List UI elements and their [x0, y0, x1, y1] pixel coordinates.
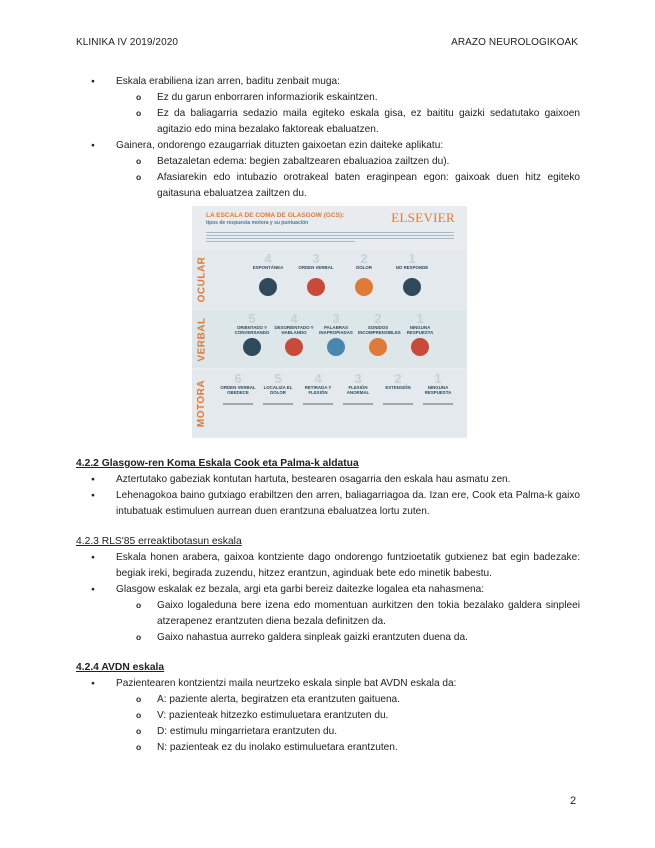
elsevier-logo: ELSEVIER — [391, 210, 455, 225]
section-title-4-2-4: 4.2.4 AVDN eskala — [76, 662, 165, 673]
figure-title: LA ESCALA DE COMA DE GLASGOW (GCS): — [206, 212, 345, 219]
motora-cell-1: 1 NINGUNA RESPUESTA — [418, 372, 458, 405]
sub-list — [116, 154, 580, 202]
list-item: ● Eskala erabiliena izan arren, baditu zenbait muga: o Ez du garun enborraren informaziorik eskaintzen. o Ez da baliagarria sedazio maila egiteko eskala gisa, ez baititu gaizki sedatutako gaixoen agitazio edo mina bezalako faktoreak ebaluatzen. — [76, 74, 580, 138]
row-label: VERBAL — [196, 316, 208, 362]
list-item: ● Gainera, ondorengo ezaugarriak dituzten gaixoetan ezin daiteke aplikatu: o Betazaletan edema: begien zabaltzearen ebaluazioa zailtzen du). o Afasiarekin edo intubazio orotrakeal baten eraginpean egon: gaixoak duen hitz egiteko gaitasuna ebaluatzea zailtzen du. — [76, 138, 580, 202]
glasgow-infographic — [192, 206, 467, 438]
section-4-2-3-list — [76, 550, 580, 646]
verbal-cell-4: 4 DESORIENTADO Y HABLANDO — [274, 312, 314, 356]
alert-icon — [307, 278, 325, 296]
list-item: o A: paziente alerta, begiratzen eta erantzuten gaituena. — [116, 692, 580, 708]
figure-subtitle: tipos de respuesta motora y su puntuación — [206, 220, 309, 226]
intro-list — [76, 74, 580, 202]
list-item: o D: estimulu mingarrietara erantzuten du. — [116, 724, 580, 740]
verbal-row — [192, 310, 467, 368]
ocular-cell-4: 4 ESPONTÁNEA — [248, 252, 288, 296]
question-icon — [285, 338, 303, 356]
ocular-cell-1: 1 NO RESPONDE — [392, 252, 432, 296]
sub-list — [116, 90, 580, 138]
ocular-cell-3: 3 ORDEN VERBAL — [296, 252, 336, 296]
list-item: ● Glasgow eskalak ez bezala, argi eta garbi bereiz daitezke logalea eta nahasmena: o Gaixo logaleduna bere izena edo momentuan aurkitzen den tokia bezalako galdera sinpleei atzerapenez erantzuten diena bezala definitzen da. o Gaixo nahastua aurreko galdera sinpleak gaizki erantzuten duena da. — [76, 582, 580, 646]
motora-cell-3: 3 FLEXIÓN ANORMAL — [338, 372, 378, 405]
muted-icon — [411, 338, 429, 356]
motora-row — [192, 370, 467, 436]
hand-icon — [355, 278, 373, 296]
body-figure-icon — [423, 403, 453, 405]
figure-description — [206, 230, 454, 244]
list-item: ● Eskala honen arabera, gaixoa kontziente dago ondorengo funtzioetatik gutxienez bat egin badezake: begiak ireki, begirada zuzendu, hitzez erantzun, aginduak bete edo minetik babestu. — [76, 550, 580, 582]
list-item: o Betazaletan edema: begien zabaltzearen ebaluazioa zailtzen du). — [116, 154, 580, 170]
section-title-4-2-2: 4.2.2 Glasgow-ren Koma Eskala Cook eta Palma-k aldatua — [76, 458, 359, 469]
ocular-cell-2: 2 DOLOR — [344, 252, 384, 296]
list-item: ● Lehenagokoa baino gutxiago erabiltzen den arren, baliagarriagoa da. Izan ere, Cook eta Palma-k gaixo intubatuak estimuluen aurrean duen erantzuna ebaluatzea lortu zuten. — [76, 488, 580, 520]
list-item: o V: pazienteak hitzezko estimuluetara erantzuten du. — [116, 708, 580, 724]
open-eyes-icon — [259, 278, 277, 296]
list-item: o Gaixo nahastua aurreko galdera sinpleak gaizki erantzuten duena da. — [116, 630, 580, 646]
section-4-2-2-list — [76, 472, 580, 520]
list-item: ● Pazientearen kontzientzi maila neurtzeko eskala sinple bat AVDN eskala da: o A: paziente alerta, begiratzen eta erantzuten gaituena. o V: pazienteak hitzezko estimuluetara erantzuten du. o D: estimulu mingarrietara erantzuten du. o N: pazienteak ez du inolako estimuluetara erantzuten. — [76, 676, 580, 756]
section-title-4-2-3: 4.2.3 RLS'85 erreaktibotasun eskala — [76, 536, 242, 547]
verbal-cell-5: 5 ORIENTADO Y CONVERSANDO — [232, 312, 272, 356]
body-figure-icon — [263, 403, 293, 405]
motora-cell-5: 5 LOCALIZA EL DOLOR — [258, 372, 298, 405]
ear-icon — [369, 338, 387, 356]
body-figure-icon — [343, 403, 373, 405]
verbal-cell-2: 2 SONIDOS INCOMPRENSIBLES — [358, 312, 398, 356]
speech-bubble-icon — [243, 338, 261, 356]
ocular-row — [192, 250, 467, 308]
header-left: KLINIKA IV 2019/2020 — [76, 37, 179, 48]
list-item: o Afasiarekin edo intubazio orotrakeal baten eraginpean egon: gaixoak duen hitz egiteko gaitasuna ebaluatzea zailtzen du. — [116, 170, 580, 202]
list-item: o Gaixo logaleduna bere izena edo momentuan aurkitzen den tokia bezalako galdera sinpleei atzerapenez erantzuten diena bezala definitzen da. — [116, 598, 580, 630]
motora-cell-4: 4 RETIRADA Y FLEXIÓN — [298, 372, 338, 405]
sub-list — [116, 692, 580, 756]
sub-list — [116, 598, 580, 646]
word-bubble-icon — [327, 338, 345, 356]
list-item: o Ez du garun enborraren informaziorik eskaintzen. — [116, 90, 580, 106]
row-label: OCULAR — [196, 256, 208, 302]
row-label: MOTORA — [196, 379, 208, 427]
list-item: o N: pazienteak ez du inolako estimuluetara erantzuten. — [116, 740, 580, 756]
body-figure-icon — [383, 403, 413, 405]
body-figure-icon — [303, 403, 333, 405]
verbal-cell-3: 3 PALABRAS INAPROPIADAS — [316, 312, 356, 356]
section-4-2-4-list — [76, 676, 580, 756]
list-item: ● Aztertutako gabeziak kontutan hartuta, bestearen osagarria den eskala hau asmatu zen. — [76, 472, 580, 488]
header-right: ARAZO NEUROLOGIKOAK — [451, 37, 578, 48]
page-number: 2 — [570, 795, 577, 807]
body-figure-icon — [223, 403, 253, 405]
motora-cell-6: 6 ORDEN VERBAL OBEDECE — [218, 372, 258, 405]
closed-eyes-icon — [403, 278, 421, 296]
list-item: o Ez da baliagarria sedazio maila egiteko eskala gisa, ez baititu gaizki sedatutako gaixoen agitazio edo mina bezalako faktoreak ebaluatzen. — [116, 106, 580, 138]
verbal-cell-1: 1 NINGUNA RESPUESTA — [400, 312, 440, 356]
motora-cell-2: 2 EXTENSIÓN — [378, 372, 418, 405]
